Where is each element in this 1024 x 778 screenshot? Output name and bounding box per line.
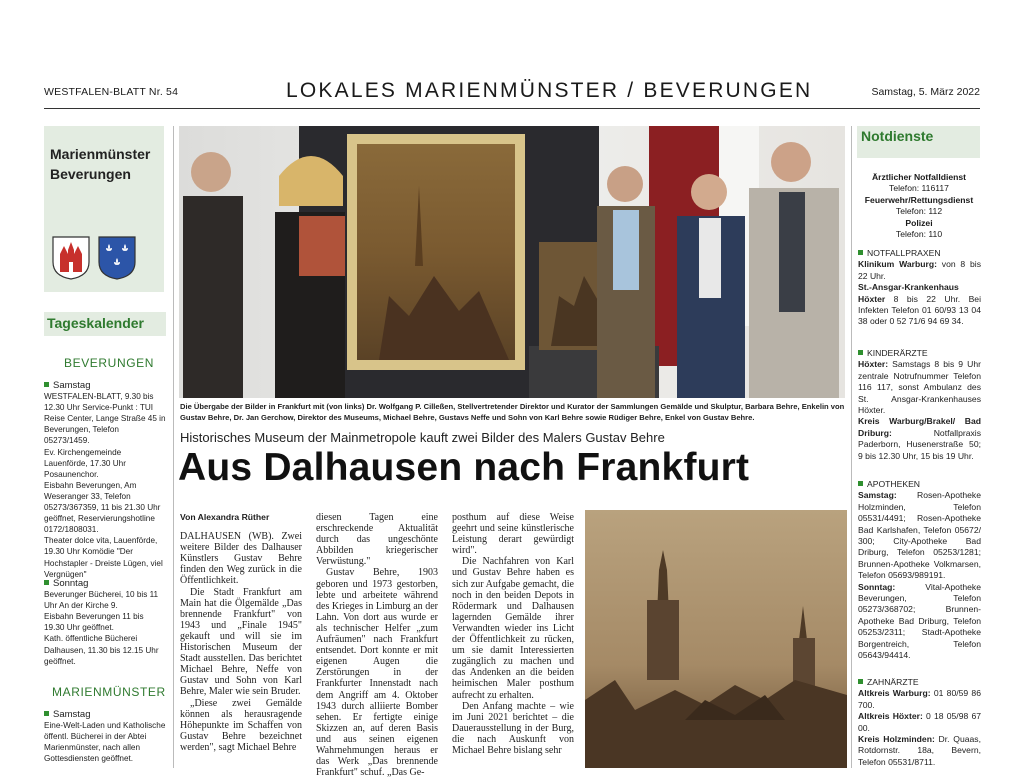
notfallpraxen: NOTFALLPRAXEN Klinikum Warburg: von 8 bis 22 Uhr. St.-Ansgar-Krankenhaus Höxter 8 bis 22 Uhr. Bei Infekten Telefon 01 60/93 13 04 38 oder 0 52 71/6 94 69 34. xyxy=(858,248,981,327)
article-kicker: Historisches Museum der Mainmetropole kauft zwei Bilder des Malers Gustav Behre xyxy=(180,430,665,445)
issue-date: Samstag, 5. März 2022 xyxy=(871,86,980,98)
marienmuenster-crest-icon xyxy=(52,236,90,280)
paragraph: diesen Tagen eine erschreckende Aktualität durch das ungeschönte Abbilden kriegerischer Verwüstung." xyxy=(316,512,438,568)
paragraph: „Diese zwei Gemälde können als herausragende Höhepunkte im Schaffen von Gustav Behre bezeichnet werden", sagt Michael Behre xyxy=(180,697,302,753)
byline: Von Alexandra Rüther xyxy=(180,512,270,522)
paragraph: DALHAUSEN (WB). Zwei weitere Bilder des Dalhauser Künstlers Gustav Behre finden den Weg zurück in die Öffentlichkeit. xyxy=(180,531,302,587)
beverungen-sunday: Sonntag Beverunger Bücherei, 10 bis 11 Uhr An der Kirche 9. Eisbahn Beverungen 11 bis 19.30 Uhr geöffnet. Kath. öffentliche Bücherei Dalhausen, 11.30 bis 12.15 Uhr geöffnet. xyxy=(44,578,159,666)
article-headline: Aus Dalhausen nach Frankfurt xyxy=(178,446,750,489)
beverungen-crest-icon xyxy=(98,236,136,280)
emergency-label: Ärztlicher Notfalldienst xyxy=(871,172,967,182)
bullet-icon xyxy=(44,711,49,716)
beverungen-saturday: Samstag WESTFALEN-BLATT, 9.30 bis 12.30 Uhr Service-Punkt : TUI Reise Center, Lange Straße 45 in Beverungen, Telefon 05273/1459. Ev. Kirchengemeinde Lauenförde, 17.30 Uhr Posaunenchor. Eisbahn Beverungen, Am Weseranger 33, Telefon 05273/367359, 11 bis 21.30 Uhr geöffnet, Reservierungshotline 0172/1808031. Theater dolce vita, Lauenförde, 19.30 Uhr Komödie "Der Hochstapler - Dreiste Lügen, viel Vergnügen" xyxy=(44,380,166,579)
paragraph: Die Nachfahren von Karl und Gustav Behre haben es sich zur Aufgabe gemacht, die noch in den beiden Depots in Rödermark und Dalhausen lagernden Gemälde ihrer Verwandten wieder ins Licht der Öffentlichkeit zu rücken, um sie damit Interessierten zugänglich zu machen und das Andenken an die beiden heimischen Maler posthum aufrecht zu erhalten. xyxy=(452,556,574,701)
article-column-1 xyxy=(180,512,302,753)
town-names xyxy=(50,144,150,184)
header-rule xyxy=(44,108,980,109)
paragraph: Gustav Behre, 1903 geboren und 1973 gestorben, lebte und arbeitete während des Krieges in Limburg an der Lahn. Von dort aus wurde er als technischer Helfer „zum Aufräumen" nach Frankfurt entsendet. Dort konnte er mit eigenen Augen die Zerstörungen in der Frankfurter Innenstadt nach dem Angriff am 4. Oktober 1943 durch alliierte Bomber sehen. Er fertigte einige Skizzen an, auf deren Basis und aus seinen eigenen Wahrnehmungen heraus er das Werk „Das brennende Frankfurt" schuf. „Das Ge- xyxy=(316,567,438,778)
emergency-label: Feuerwehr/Rettungsdienst xyxy=(864,194,974,205)
emergency-label: Polizei xyxy=(905,217,933,228)
bullet-icon xyxy=(858,481,863,486)
bullet-icon xyxy=(858,679,863,684)
zahnaerzte: ZAHNÄRZTE Altkreis Warburg: 01 80/59 86 700. Altkreis Höxter: 0 18 05/98 67 00. Kreis Holzminden: Dr. Quaas, Rotdornstr. 18a, Bevern, Telefon 05531/8711. xyxy=(858,677,982,767)
paragraph: Den Anfang machte – wie im Juni 2021 berichtet – die Dauerausstellung in der Burg, die nach Auskunft von Michael Behre bislang sehr xyxy=(452,700,574,756)
marienmuenster-heading: MARIENMÜNSTER xyxy=(52,685,166,699)
bullet-icon xyxy=(44,382,49,387)
emergency-phone: Telefon: 110 xyxy=(895,229,943,240)
bullet-icon xyxy=(858,350,863,355)
column-divider xyxy=(173,126,174,768)
paragraph: Die Stadt Frankfurt am Main hat die Ölgemälde „Das brennende Frankfurt" von 1943 und „Finale 1945" gekauft und will sie im Historischen Museum der Stadt ausstellen. Das berichtet Michael Behre, Neffe von Gustav und Sohn von Karl Behre, Maler wie sein Bruder. xyxy=(180,586,302,698)
bullet-icon xyxy=(858,250,863,255)
kinderaerzte: KINDERÄRZTE Höxter: Samstags 8 bis 9 Uhr zentrale Notrufnummer Telefon 116 117, sonst Ambulanz des St. Ansgar-Krankenhauses Höxter. Kreis Warburg/Brakel/ Bad Driburg: Notfallpraxis Paderborn, Husenerstraße 50; 9 bis 12.30 Uhr, 15 bis 19 Uhr. xyxy=(858,348,981,461)
masthead-issue: WESTFALEN-BLATT Nr. 54 xyxy=(44,86,179,98)
beverungen-heading: BEVERUNGEN xyxy=(64,356,155,370)
apotheken: APOTHEKEN Samstag: Rosen-Apotheke Holzminden, Telefon 05531/4491; Rosen-Apotheke Bad Karlshafen, Telefon 05672/ 300; City-Apotheke Bad Driburg, Telefon 05253/1281; Brunnen-Apotheke Volkmarsen, Telefon 05693/989191. Sonntag: Vital-Apotheke Beverungen, Telefon 05273/368702; Brunnen-Apotheke Bad Driburg, Telefon 05253/2311; Stadt-Apotheke Borgentreich, Telefon 05643/94414. xyxy=(858,479,981,661)
town-name-2: Beverungen xyxy=(50,166,131,182)
group-photo xyxy=(179,126,845,398)
column-divider xyxy=(851,126,852,768)
emergency-phone: Telefon: 116117 xyxy=(889,183,949,194)
emergency-phone: Telefon: 112 xyxy=(895,206,943,217)
marienmuenster-saturday: Samstag Eine-Welt-Laden und Katholische öffentl. Bücherei in der Abtei Marienmünster, nach allen Gottesdiensten geöffnet. xyxy=(44,709,166,764)
article-column-2 xyxy=(316,512,438,778)
section-title: LOKALES MARIENMÜNSTER / BEVERUNGEN xyxy=(286,79,813,102)
painting-photo xyxy=(585,510,847,768)
photo-caption: Die Übergabe der Bilder in Frankfurt mit (von links) Dr. Wolfgang P. Cilleßen, Stellvertretender Direktor und Kurator der Sammlungen Gemälde und Skulptur, Barbara Behre, Enkelin von Gustav Behre, Dr. Jan Gerchow, Direktor des Museums, Michael Behre, Gustavs Neffe und Sohn von Karl Behre sowie Rüdiger Behre, Enkel von Gustav Behre. xyxy=(180,402,845,422)
tageskalender-title: Tageskalender xyxy=(47,315,145,331)
paragraph: posthum auf diese Weise geehrt und seine künstlerische Leistung derart gewürdigt wird". xyxy=(452,512,574,557)
bullet-icon xyxy=(44,580,49,585)
notdienste-title: Notdienste xyxy=(861,128,934,144)
town-name-1: Marienmünster xyxy=(50,146,151,162)
article-column-3 xyxy=(452,512,574,756)
emergency-numbers xyxy=(857,172,981,240)
